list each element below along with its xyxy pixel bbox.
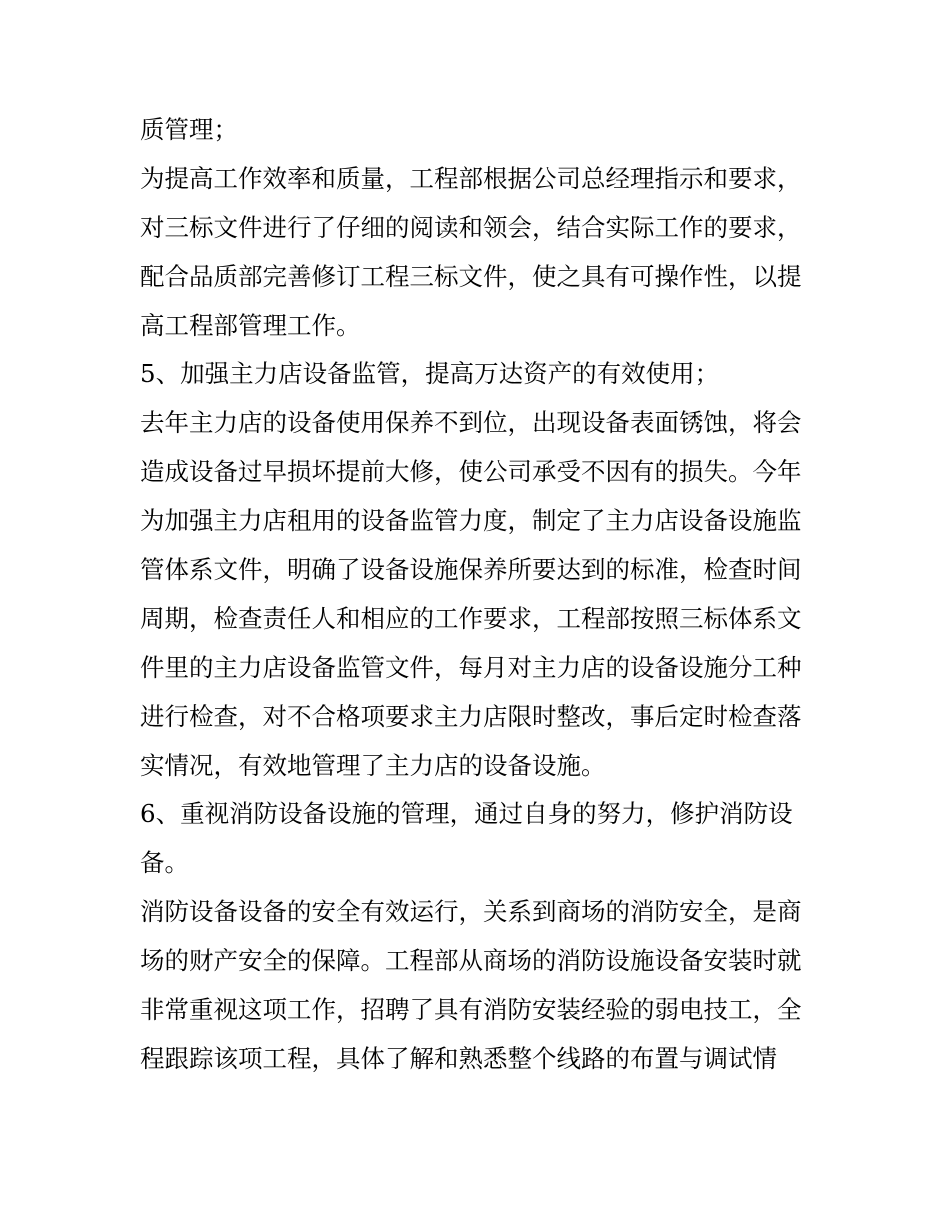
text-line: 质管理； <box>140 115 238 144</box>
text-line: 进行检查，对不合格项要求主力店限时整改，事后定时检查落 <box>140 701 802 731</box>
text-line: 对三标文件进行了仔细的阅读和领会，结合实际工作的要求， <box>140 212 802 242</box>
section-heading-6-cont: 备。 <box>140 848 189 878</box>
text-line: 造成设备过早损坏提前大修，使公司承受不因有的损失。今年 <box>140 457 802 487</box>
text-line: 配合品质部完善修订工程三标文件，使之具有可操作性，以提 <box>140 261 802 291</box>
text-line: 为加强主力店租用的设备监管力度，制定了主力店设备设施监 <box>140 506 802 536</box>
text-line: 消防设备设备的安全有效运行，关系到商场的消防安全，是商 <box>140 897 802 927</box>
text-line: 为提高工作效率和质量，工程部根据公司总经理指示和要求， <box>140 163 802 193</box>
text-line: 件里的主力店设备监管文件，每月对主力店的设备设施分工种 <box>140 652 802 682</box>
text-line: 管体系文件，明确了设备设施保养所要达到的标准，检查时间 <box>140 555 802 585</box>
section-heading-5: 5、加强主力店设备监管，提高万达资产的有效使用； <box>140 359 720 389</box>
text-line: 高工程部管理工作。 <box>140 310 361 340</box>
text-line: 程跟踪该项工程，具体了解和熟悉整个线路的布置与调试情 <box>140 1043 777 1073</box>
text-line: 场的财产安全的保障。工程部从商场的消防设施设备安装时就 <box>140 946 802 976</box>
text-line: 实情况，有效地管理了主力店的设备设施。 <box>140 750 606 780</box>
text-line: 去年主力店的设备使用保养不到位，出现设备表面锈蚀，将会 <box>140 408 802 438</box>
document-body <box>140 106 820 1084</box>
section-heading-6: 6、重视消防设备设施的管理，通过自身的努力，修护消防设 <box>140 799 793 829</box>
text-line: 非常重视这项工作，招聘了具有消防安装经验的弱电技工，全 <box>140 995 802 1025</box>
text-line: 周期，检查责任人和相应的工作要求，工程部按照三标体系文 <box>140 603 802 633</box>
